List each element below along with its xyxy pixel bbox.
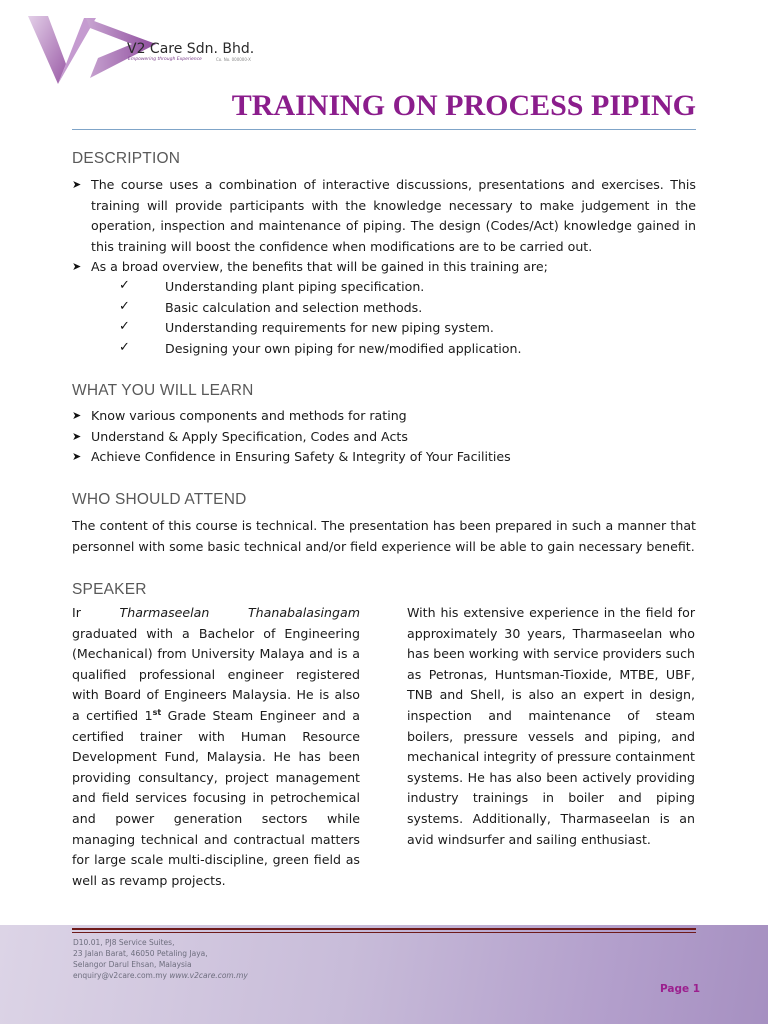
benefits-list <box>119 277 679 359</box>
speaker-bio-left: Ir Tharmaseelan Thanabalasingam graduated with a Bachelor of Engineering (Mechanical) from University Malaya and is a qualified professional engineer registered with Board of Engineers Malaysia. He is also a certified 1st Grade Steam Engineer and a certified trainer with Human Resource Development Fund, Malaysia. He has been providing consultancy, project management and field services focusing in petrochemical and power generation sectors while managing technical and contractual matters for large scale multi-discipline, green field as well as revamp projects. <box>72 605 360 888</box>
list-item: ➤ Know various components and methods for rating <box>72 406 696 427</box>
speaker-name: Tharmaseelan Thanabalasingam <box>119 605 360 620</box>
list-item: ✓ Designing your own piping for new/modified application. <box>119 339 679 360</box>
speaker-bio-right: With his extensive experience in the field for approximately 30 years, Tharmaseelan who has been working with service providers such as Petronas, Huntsman-Tioxide, MTBE, UBF, TNB and Shell, is also an expert in design, inspection and maintenance of steam boilers, pressure vessels and piping, and mechanical integrity of pressure containment systems. He has also been actively providing industry trainings in boiler and piping systems. Additionally, Tharmaseelan is an avid windsurfer and sailing enthusiast. <box>407 605 696 847</box>
list-item: ✓ Basic calculation and selection methods. <box>119 298 679 319</box>
speaker-heading: SPEAKER <box>72 581 147 598</box>
title-divider <box>72 129 696 130</box>
attend-text: The content of this course is technical. The presentation has been prepared in such a manner that personnel with some basic technical and/or field experience will be able to gain necessary benefit. <box>72 518 696 554</box>
description-list <box>72 175 696 278</box>
arrow-bullet-icon: ➤ <box>72 409 82 422</box>
attend-heading: WHO SHOULD ATTEND <box>72 491 247 508</box>
list-item: ➤ Achieve Confidence in Ensuring Safety & Integrity of Your Facilities <box>72 447 696 468</box>
checkmark-icon: ✓ <box>119 278 130 293</box>
page-title: TRAINING ON PROCESS PIPING <box>231 89 696 122</box>
page-number: Page 1 <box>660 983 701 995</box>
arrow-bullet-icon: ➤ <box>72 429 82 443</box>
list-item: ✓ Understanding plant piping specification. <box>119 277 679 298</box>
company-name: V2 Care Sdn. Bhd. <box>127 41 255 57</box>
arrow-bullet-icon: ➤ <box>72 260 82 274</box>
checkmark-icon: ✓ <box>119 298 130 314</box>
list-item: ➤ As a broad overview, the benefits that will be gained in this training are; <box>72 257 696 278</box>
list-item: ✓ Understanding requirements for new piping system. <box>119 318 679 339</box>
footer-email[interactable]: enquiry@v2care.com.my <box>73 971 167 980</box>
checkmark-icon: ✓ <box>119 319 130 335</box>
company-tagline: Empowering through Experience <box>128 57 202 62</box>
footer-divider-thin <box>72 932 696 933</box>
learn-list <box>72 406 696 468</box>
learn-heading: WHAT YOU WILL LEARN <box>72 382 254 399</box>
arrow-bullet-icon: ➤ <box>72 450 82 464</box>
checkmark-icon: ✓ <box>119 339 130 355</box>
company-reg-no: Co. No. 000000-X <box>216 57 251 62</box>
footer-address: D10.01, PJ8 Service Suites, 23 Jalan Barat, 46050 Petaling Jaya, Selangor Darul Ehsan, Malaysia enquiry@v2care.com.my www.v2care.com.my <box>73 938 248 980</box>
list-item: ➤ The course uses a combination of interactive discussions, presentations and exercises. This training will provide participants with the knowledge necessary to make judgement in the operation, inspection and maintenance of piping. The design (Codes/Act) knowledge gained in this training will boost the confidence when modifications are to be carried out. <box>72 177 696 254</box>
footer-website[interactable]: www.v2care.com.my <box>169 971 248 980</box>
list-item: ➤ Understand & Apply Specification, Codes and Acts <box>72 427 696 448</box>
footer-divider <box>72 928 696 930</box>
description-heading: DESCRIPTION <box>72 150 181 167</box>
ordinal-suffix: st <box>152 707 162 717</box>
arrow-bullet-icon: ➤ <box>72 178 82 191</box>
